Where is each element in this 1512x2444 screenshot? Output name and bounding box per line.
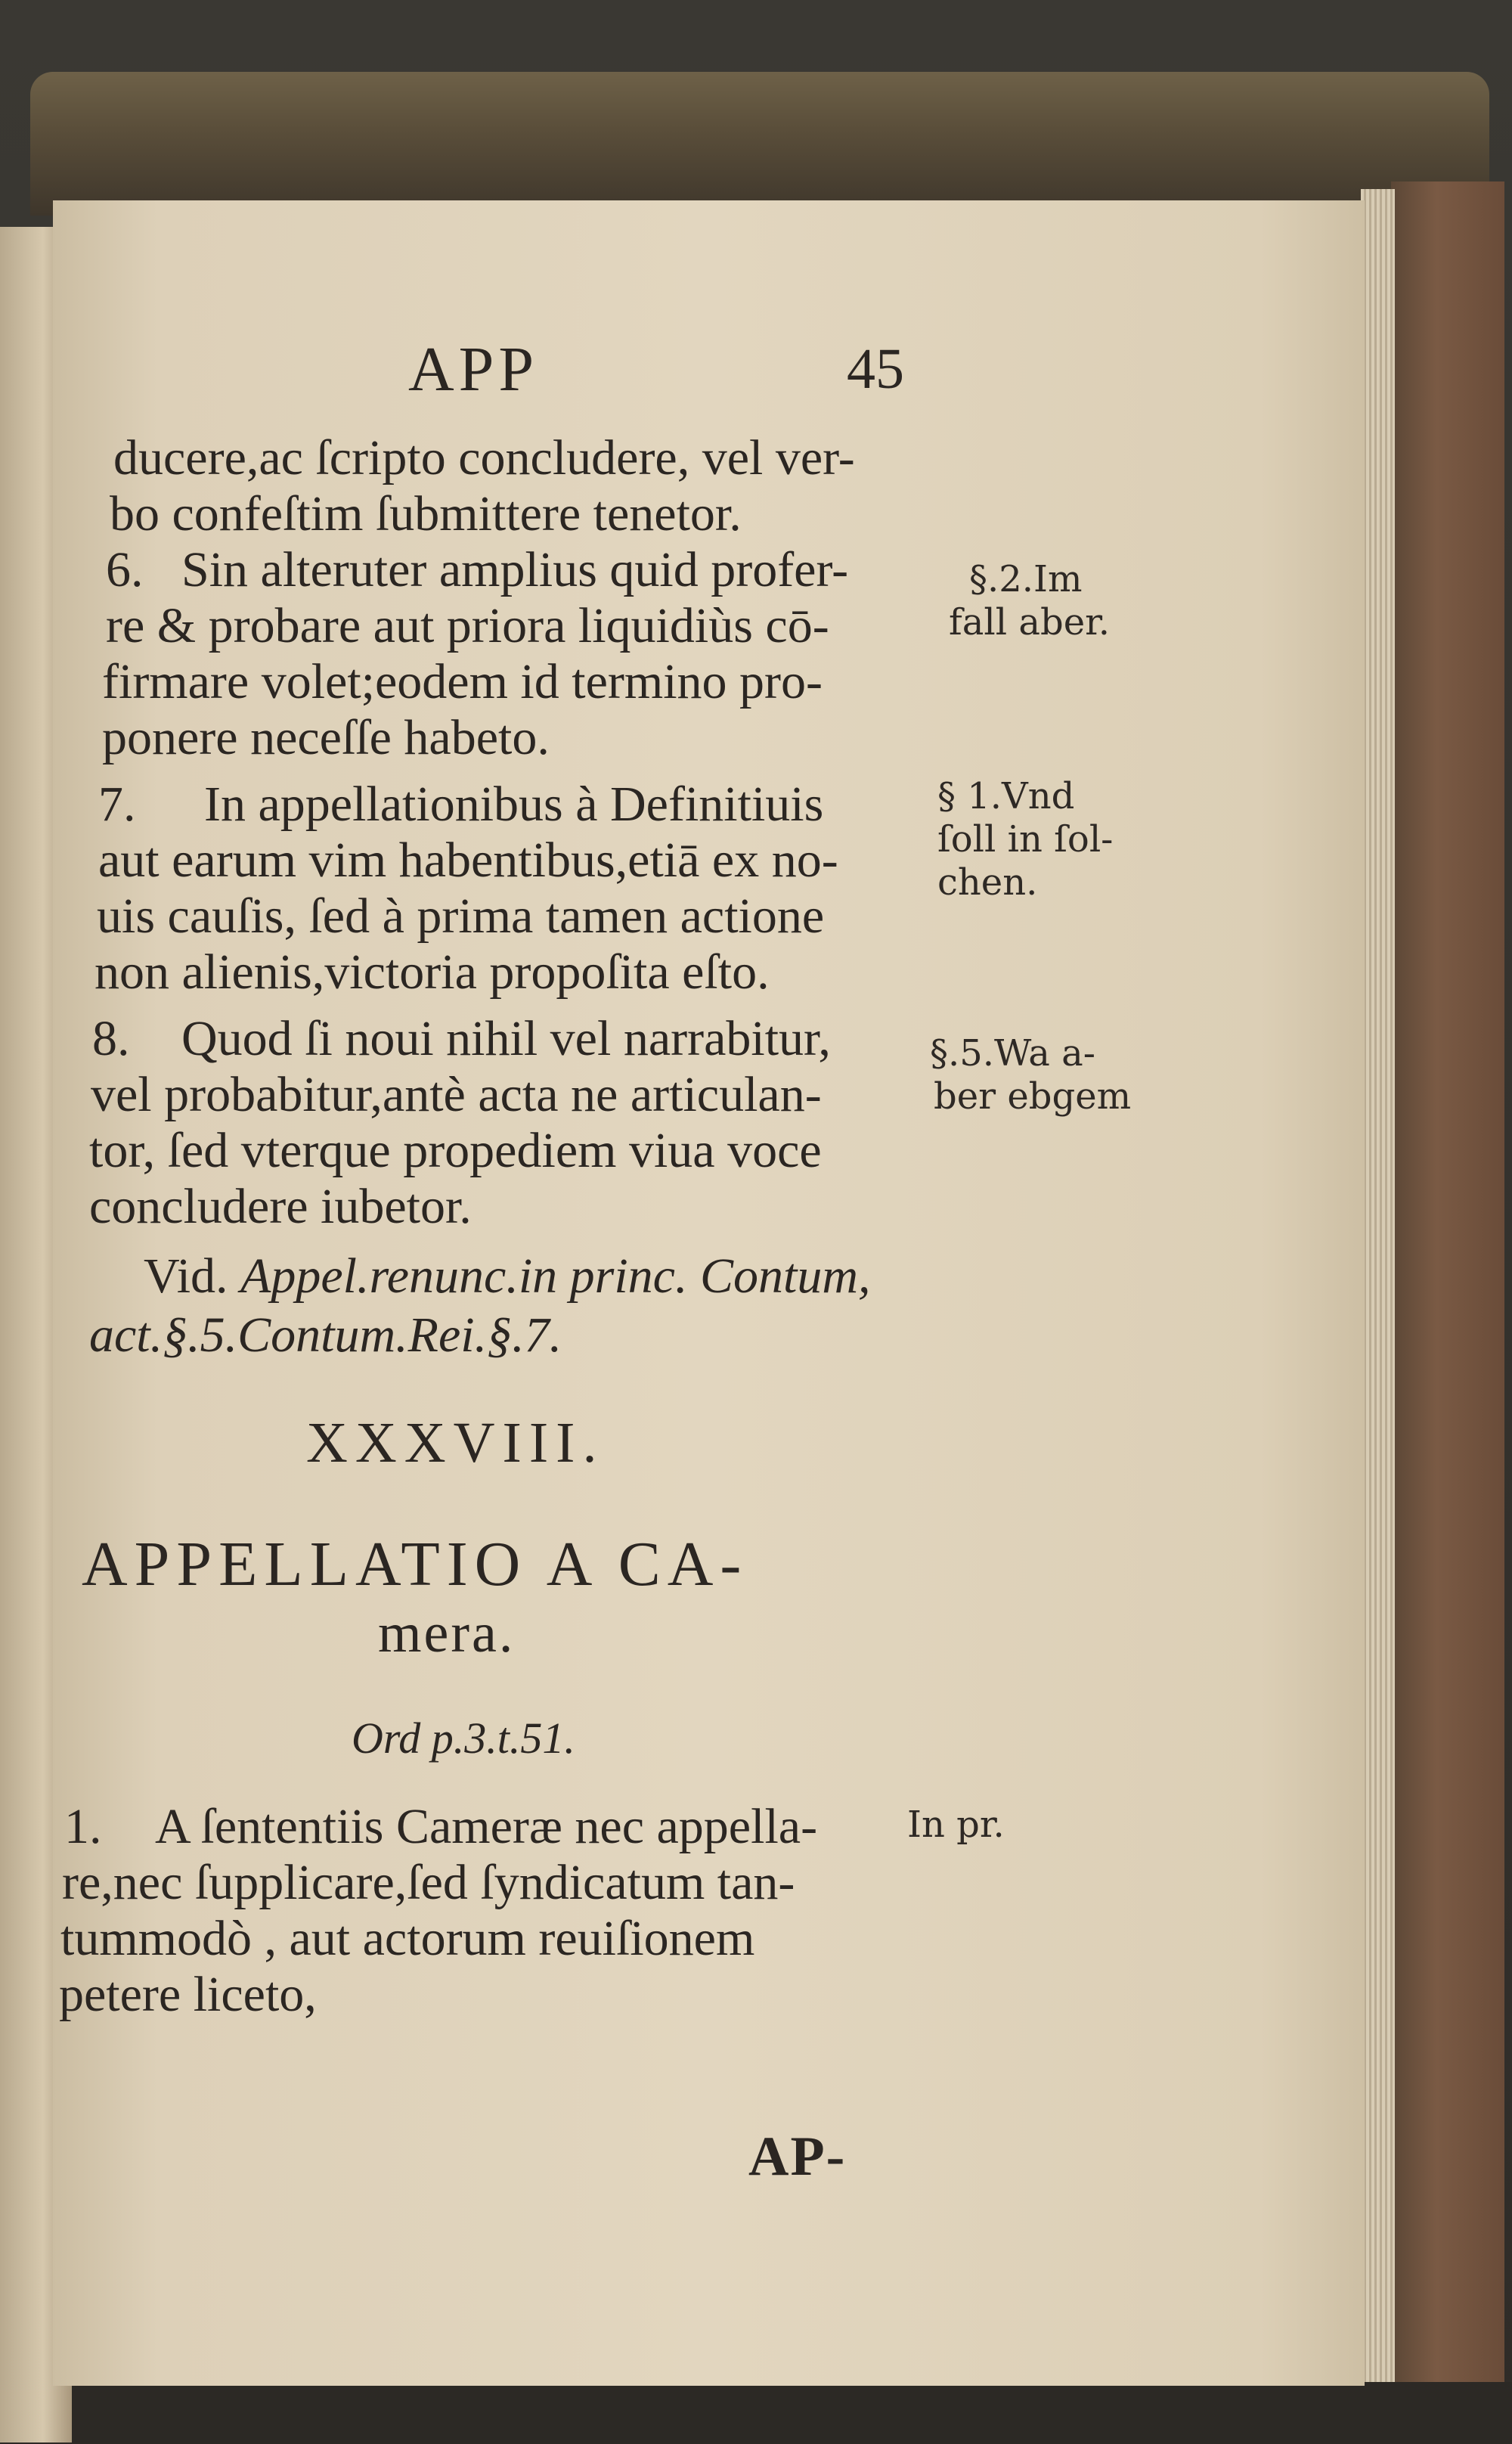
body-line-3: Sin alteruter amplius quid profer- bbox=[181, 542, 849, 597]
body-line-10: non alienis,victoria propoſita eſto. bbox=[94, 944, 770, 1000]
body-line-4: re & probare aut priora liquidiùs cō- bbox=[106, 598, 829, 653]
paragraph-number-7: 7. bbox=[98, 777, 136, 832]
item-line-1: A ſententiis Cameræ nec appella- bbox=[155, 1799, 818, 1854]
section-number: XXXVIII. bbox=[306, 1411, 605, 1475]
marginal-note-line-6: §.5.Wa a- bbox=[930, 1032, 1095, 1075]
paragraph-number-6: 6. bbox=[106, 542, 144, 597]
marginal-note-line-3: § 1.Vnd bbox=[937, 775, 1075, 817]
item-number-1: 1. bbox=[64, 1799, 102, 1854]
reference-citation-1: Appel.renunc.in princ. Contum, bbox=[240, 1248, 871, 1304]
body-line-7: In appellationibus à Definitiuis bbox=[204, 777, 824, 832]
section-title-line-1: APPELLATIO A CA- bbox=[82, 1529, 748, 1599]
marginal-note-line-1: §.2.Im bbox=[969, 558, 1083, 600]
reference-line-1 bbox=[144, 1248, 871, 1305]
item-line-4: petere liceto, bbox=[59, 1967, 317, 2022]
marginal-note-line-8: In pr. bbox=[907, 1804, 1005, 1846]
body-line-6: ponere neceſſe habeto. bbox=[102, 710, 550, 765]
catchword: AP- bbox=[748, 2126, 847, 2188]
page-number: 45 bbox=[847, 337, 904, 401]
section-title-line-2: mera. bbox=[378, 1602, 516, 1664]
body-line-2: bo confeſtim ſubmittere tenetor. bbox=[110, 486, 742, 541]
body-line-13: tor, ſed vterque propediem viua voce bbox=[89, 1123, 822, 1178]
ordinance-reference: Ord p.3.t.51. bbox=[352, 1714, 575, 1763]
item-line-3: tummodò , aut actorum reuiſionem bbox=[60, 1911, 755, 1966]
marginal-note-line-7: ber ebgem bbox=[934, 1075, 1132, 1118]
paragraph-number-8: 8. bbox=[92, 1011, 130, 1066]
body-line-1: ducere,ac ſcripto concludere, vel ver- bbox=[113, 430, 855, 485]
marginal-note-line-2: fall aber. bbox=[949, 601, 1111, 644]
marginal-note-line-4: ſoll in ſol- bbox=[937, 818, 1114, 861]
body-line-9: uis cauſis, ſed à prima tamen actione bbox=[97, 889, 825, 944]
body-line-14: concludere iubetor. bbox=[89, 1179, 472, 1234]
reference-line-2: act.§.5.Contum.Rei.§.7. bbox=[89, 1307, 562, 1363]
reference-lead: Vid. bbox=[144, 1248, 228, 1304]
body-line-8: aut earum vim habentibus,etiā ex no- bbox=[98, 833, 838, 888]
book-bottom-edge bbox=[0, 2382, 1512, 2444]
book-right-edge bbox=[1391, 181, 1504, 2420]
marginal-note-line-5: chen. bbox=[937, 861, 1038, 904]
page-stack-edge bbox=[1361, 189, 1395, 2412]
item-line-2: re,nec ſupplicare,ſed ſyndicatum tan- bbox=[62, 1855, 795, 1910]
body-line-5: firmare volet;eodem id termino pro- bbox=[102, 654, 823, 709]
body-line-12: vel probabitur,antè acta ne articulan- bbox=[91, 1067, 822, 1122]
running-head: APP bbox=[408, 334, 539, 405]
book-top-edge bbox=[30, 72, 1489, 216]
body-line-11: Quod ſi noui nihil vel narrabitur, bbox=[181, 1011, 831, 1066]
